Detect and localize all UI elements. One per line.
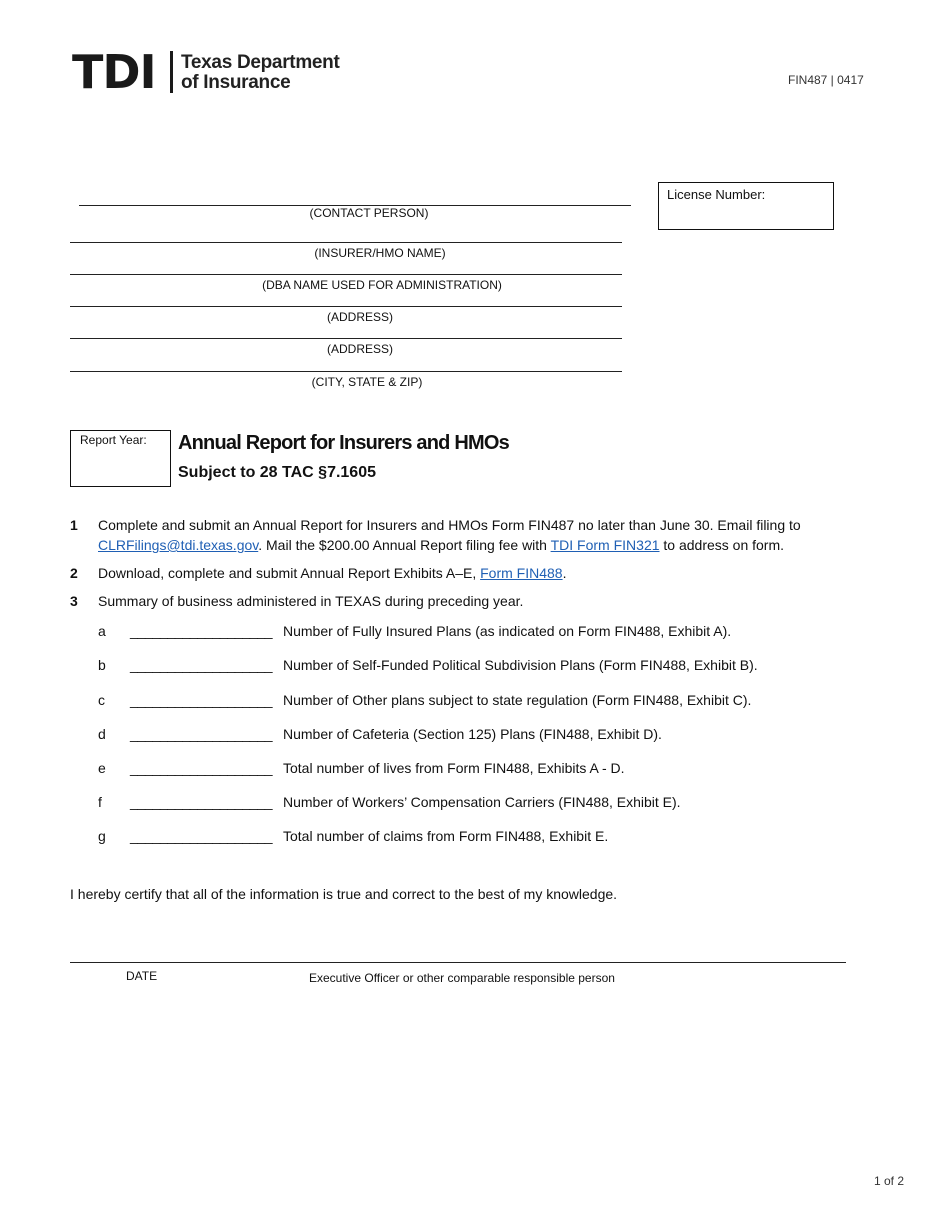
city-state-zip-line[interactable]: [70, 371, 622, 372]
summary-blank-field[interactable]: ___________________: [130, 657, 273, 673]
report-year-label: Report Year:: [80, 433, 147, 447]
address-caption-1: (ADDRESS): [326, 310, 393, 324]
certification-statement: I hereby certify that all of the information is true and correct to the best of my knowledge.: [70, 886, 618, 902]
instruction-2: [98, 563, 838, 583]
contact-person-caption: (CONTACT PERSON): [309, 206, 429, 220]
summary-letter: e: [98, 760, 106, 776]
summary-blank-field[interactable]: ___________________: [130, 760, 273, 776]
tdi-logo: [72, 45, 362, 99]
dba-name-line[interactable]: [70, 274, 622, 275]
instruction-number-1: 1: [70, 517, 78, 533]
report-year-field[interactable]: [70, 430, 171, 487]
fin488-link[interactable]: Form FIN488: [480, 565, 563, 581]
summary-text: Number of Other plans subject to state regulation (Form FIN488, Exhibit C).: [283, 692, 752, 708]
logo-text-line2: of Insurance: [181, 72, 291, 93]
address-line-1[interactable]: [70, 306, 622, 307]
instruction-1-text-b: . Mail the $200.00 Annual Report filing fee with: [258, 537, 551, 553]
page-title: Annual Report for Insurers and HMOs: [178, 432, 509, 454]
officer-label: Executive Officer or other comparable responsible person: [309, 971, 615, 985]
instruction-2-text-b: .: [562, 565, 567, 581]
fin321-link[interactable]: TDI Form FIN321: [550, 537, 660, 553]
summary-letter: b: [98, 657, 106, 673]
date-label: DATE: [126, 969, 158, 983]
instruction-1-text-a: Complete and submit an Annual Report for Insurers and HMOs Form FIN487 no later than June 30. Email filing to: [98, 517, 801, 533]
summary-blank-field[interactable]: ___________________: [130, 692, 273, 708]
page-subtitle: Subject to 28 TAC §7.1605: [178, 464, 376, 481]
dba-name-caption: (DBA NAME USED FOR ADMINISTRATION): [262, 278, 502, 292]
address-caption-2: (ADDRESS): [326, 342, 393, 356]
license-number-label: License Number:: [667, 187, 766, 202]
summary-blank-field[interactable]: ___________________: [130, 828, 273, 844]
city-state-zip-caption: (CITY, STATE & ZIP): [311, 375, 423, 389]
summary-blank-field[interactable]: ___________________: [130, 623, 273, 639]
instruction-number-3: 3: [70, 593, 78, 609]
form-code: FIN487 | 0417: [788, 73, 864, 87]
summary-blank-field[interactable]: ___________________: [130, 726, 273, 742]
instruction-1: [98, 515, 838, 555]
summary-text: Number of Cafeteria (Section 125) Plans (FIN488, Exhibit D).: [283, 726, 662, 742]
summary-letter: g: [98, 828, 106, 844]
summary-letter: c: [98, 692, 105, 708]
summary-letter: d: [98, 726, 106, 742]
summary-text: Total number of claims from Form FIN488, Exhibit E.: [283, 828, 609, 844]
logo-acronym: TDI: [72, 45, 156, 99]
instruction-number-2: 2: [70, 565, 78, 581]
summary-letter: f: [98, 794, 102, 810]
address-line-2[interactable]: [70, 338, 622, 339]
summary-letter: a: [98, 623, 106, 639]
summary-blank-field[interactable]: ___________________: [130, 794, 273, 810]
signature-line[interactable]: [70, 962, 846, 963]
license-number-field[interactable]: [658, 182, 834, 230]
instruction-3: Summary of business administered in TEXAS during preceding year.: [98, 593, 524, 609]
summary-text: Number of Self-Funded Political Subdivision Plans (Form FIN488, Exhibit B).: [283, 657, 758, 673]
instruction-2-text-a: Download, complete and submit Annual Report Exhibits A–E,: [98, 565, 481, 581]
logo-text-line1: Texas Department: [181, 52, 340, 73]
insurer-name-caption: (INSURER/HMO NAME): [314, 246, 446, 260]
page-number: 1 of 2: [874, 1174, 905, 1188]
instruction-1-text-c: to address on form.: [659, 537, 785, 553]
email-link[interactable]: CLRFilings@tdi.texas.gov: [98, 537, 259, 553]
insurer-name-line[interactable]: [70, 242, 622, 243]
logo-divider: [170, 51, 173, 93]
summary-text: Total number of lives from Form FIN488, Exhibits A - D.: [283, 760, 625, 776]
summary-text: Number of Workers’ Compensation Carriers (FIN488, Exhibit E).: [283, 794, 681, 810]
summary-text: Number of Fully Insured Plans (as indicated on Form FIN488, Exhibit A).: [283, 623, 732, 639]
